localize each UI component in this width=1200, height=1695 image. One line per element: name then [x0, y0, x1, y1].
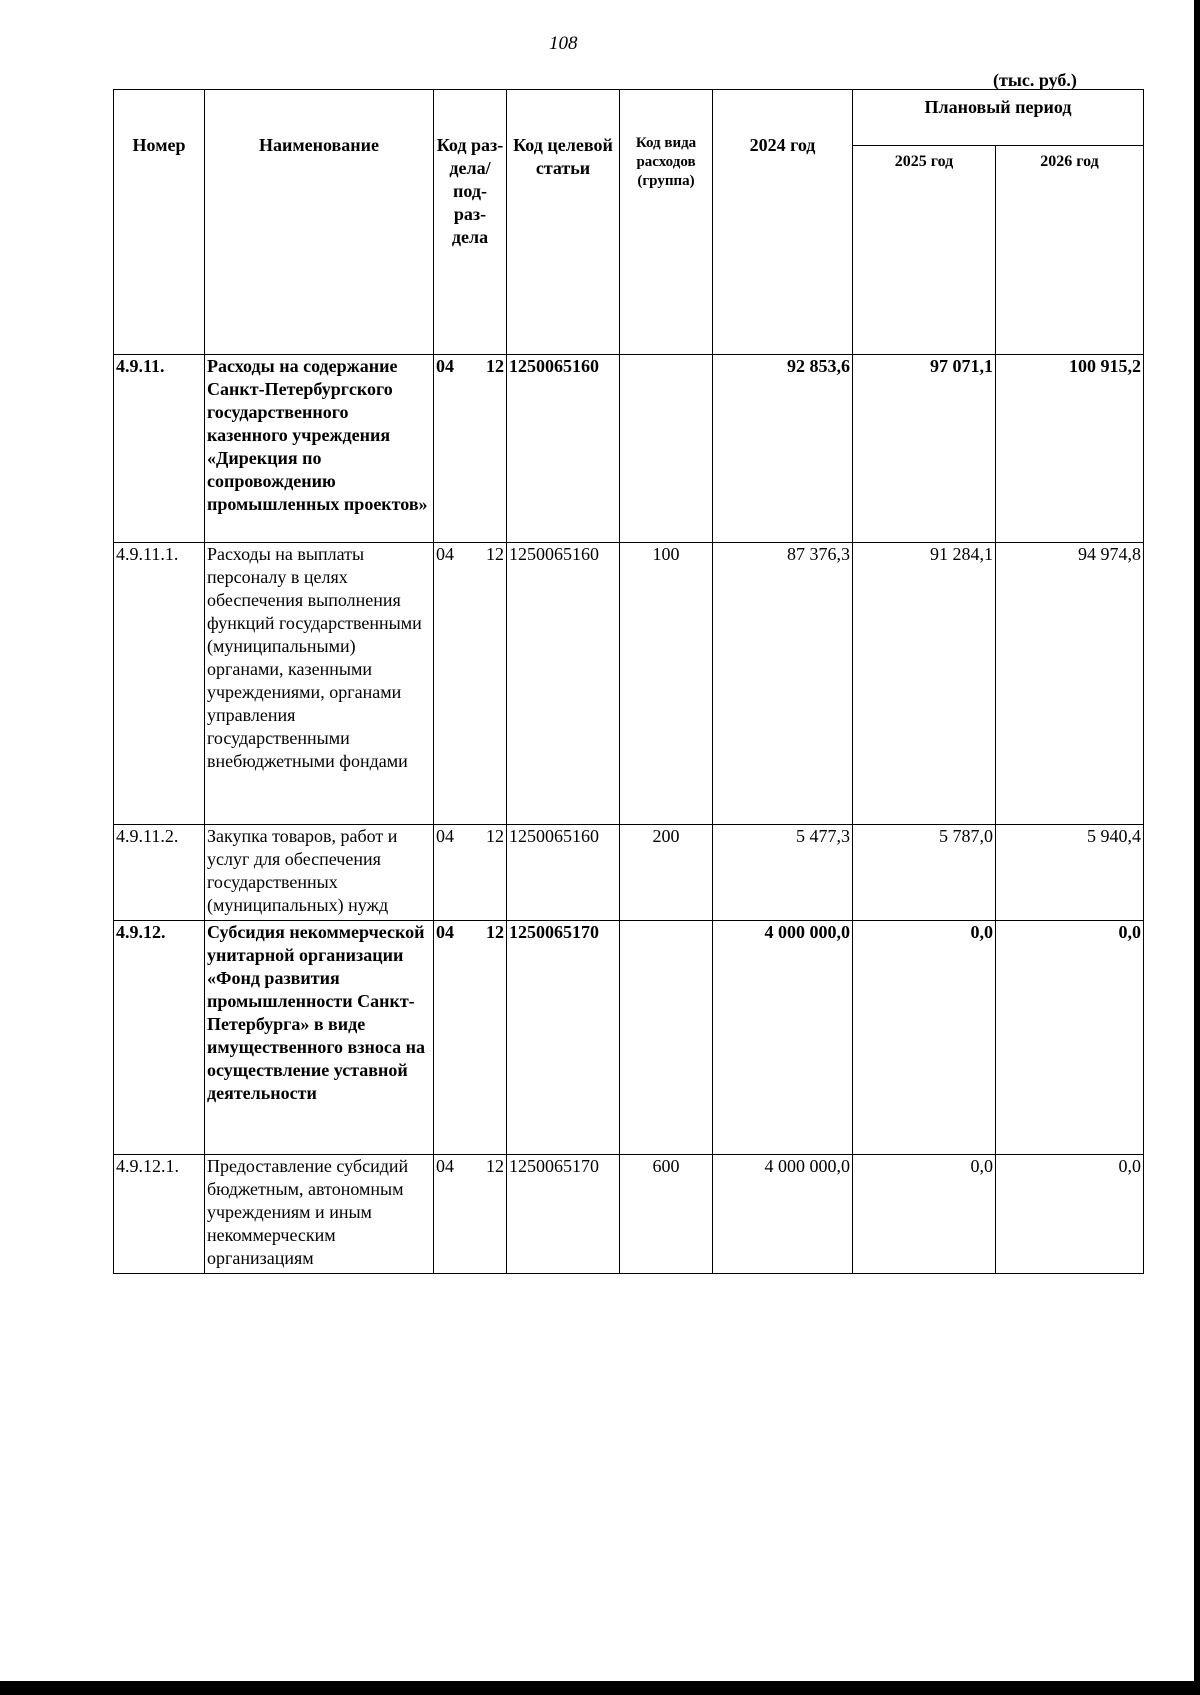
subsection-code: 12: [486, 356, 504, 376]
units-label: (тыс. руб.): [993, 70, 1077, 90]
header-target: Код целевой статьи: [507, 90, 620, 355]
row-target: 1250065160: [507, 825, 620, 921]
table-row: [114, 355, 1144, 543]
scan-edge-right: [1194, 0, 1200, 1695]
header-expense-type: Код вида расходов (группа): [620, 90, 713, 355]
row-name: Расходы на содержание Санкт-Петербургского государственного казенного учреждения «Дирекция по сопровождению промышленных проектов»: [205, 355, 434, 543]
row-2026: 5 940,4: [996, 825, 1144, 921]
row-2024: 5 477,3: [713, 825, 853, 921]
header-number: Номер: [114, 90, 205, 355]
page-number: 108: [549, 33, 578, 54]
row-number: 4.9.11.: [114, 355, 205, 543]
section-code: 04: [436, 356, 454, 376]
row-expense-type: 200: [620, 825, 713, 921]
row-2024: 87 376,3: [713, 543, 853, 825]
scan-edge-bottom: [0, 1681, 1200, 1695]
row-section: [434, 921, 507, 1155]
row-2026: 100 915,2: [996, 355, 1144, 543]
section-code: 04: [436, 1156, 454, 1176]
table-row: [114, 921, 1144, 1155]
table-row: [114, 1155, 1144, 1274]
subsection-code: 12: [486, 544, 504, 564]
section-code: 04: [436, 922, 454, 942]
header-2025: 2025 год: [853, 146, 996, 355]
row-target: 1250065170: [507, 1155, 620, 1274]
header-2026: 2026 год: [996, 146, 1144, 355]
row-expense-type: [620, 355, 713, 543]
header-planning-period: Плановый период: [853, 90, 1144, 146]
header-name: Наименование: [205, 90, 434, 355]
row-expense-type: [620, 921, 713, 1155]
row-2026: 0,0: [996, 1155, 1144, 1274]
row-section: [434, 543, 507, 825]
row-name: Предоставление субсидий бюджетным, автономным учреждениям и иным некоммерческим организациям: [205, 1155, 434, 1274]
row-2025: 0,0: [853, 1155, 996, 1274]
header-section: Код раз- дела/ под- раз- дела: [434, 90, 507, 355]
budget-table: [113, 89, 1144, 1274]
row-2025: 5 787,0: [853, 825, 996, 921]
row-2025: 97 071,1: [853, 355, 996, 543]
row-target: 1250065160: [507, 355, 620, 543]
row-name: Расходы на выплаты персоналу в целях обеспечения выполнения функций государственными (муниципальными) органами, казенными учреждениями, органами управления государственными внебюджетными фондами: [205, 543, 434, 825]
row-expense-type: 100: [620, 543, 713, 825]
row-expense-type: 600: [620, 1155, 713, 1274]
row-name: Закупка товаров, работ и услуг для обеспечения государственных (муниципальных) нужд: [205, 825, 434, 921]
row-target: 1250065160: [507, 543, 620, 825]
subsection-code: 12: [486, 826, 504, 846]
subsection-code: 12: [486, 922, 504, 942]
table-row: [114, 825, 1144, 921]
row-number: 4.9.12.1.: [114, 1155, 205, 1274]
row-2026: 94 974,8: [996, 543, 1144, 825]
section-code: 04: [436, 826, 454, 846]
row-number: 4.9.11.2.: [114, 825, 205, 921]
table-row: [114, 543, 1144, 825]
row-2025: 91 284,1: [853, 543, 996, 825]
row-section: [434, 355, 507, 543]
row-2024: 4 000 000,0: [713, 1155, 853, 1274]
row-2026: 0,0: [996, 921, 1144, 1155]
section-code: 04: [436, 544, 454, 564]
row-section: [434, 825, 507, 921]
row-name: Субсидия некоммерческой унитарной организации «Фонд развития промышленности Санкт-Петербурга» в виде имущественного взноса на осуществление уставной деятельности: [205, 921, 434, 1155]
row-2024: 4 000 000,0: [713, 921, 853, 1155]
row-section: [434, 1155, 507, 1274]
subsection-code: 12: [486, 1156, 504, 1176]
row-target: 1250065170: [507, 921, 620, 1155]
row-2024: 92 853,6: [713, 355, 853, 543]
row-number: 4.9.11.1.: [114, 543, 205, 825]
row-number: 4.9.12.: [114, 921, 205, 1155]
row-2025: 0,0: [853, 921, 996, 1155]
header-2024: 2024 год: [713, 90, 853, 355]
